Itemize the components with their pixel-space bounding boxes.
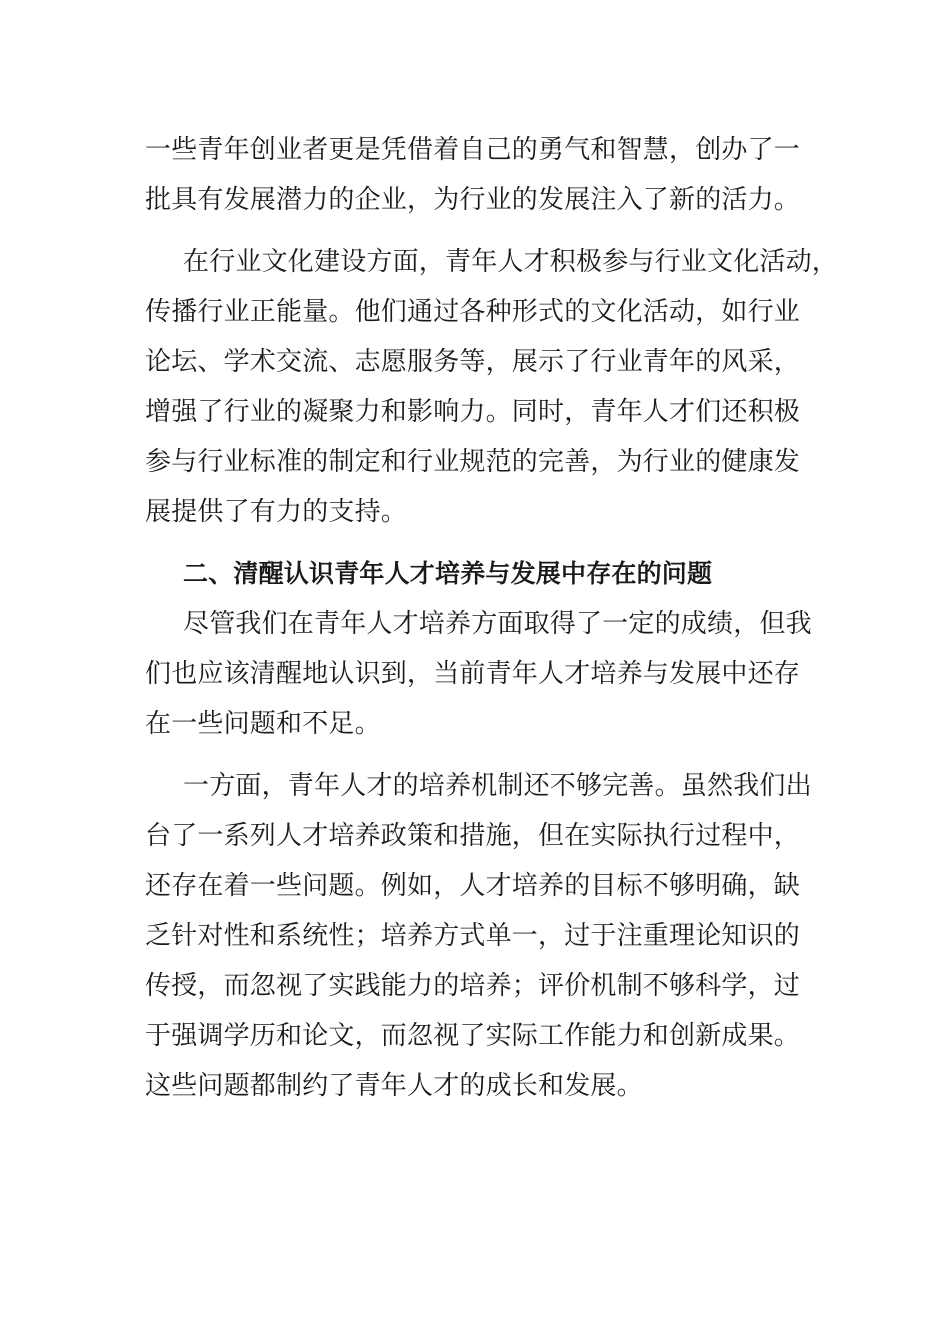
text-line: 增强了行业的凝聚力和影响力。同时，青年人才们还积极 xyxy=(145,397,801,427)
text-line: 论坛、学术交流、志愿服务等，展示了行业青年的风采， xyxy=(145,347,801,377)
paragraph-problems-intro xyxy=(145,599,810,749)
document-page xyxy=(145,125,839,1111)
text-line: 一些青年创业者更是凭借着自己的勇气和智慧，创办了一 xyxy=(145,135,801,165)
text-line: 在行业文化建设方面，青年人才积极参与行业文化活动， xyxy=(183,247,839,277)
paragraph-culture xyxy=(145,237,839,537)
text-line: 参与行业标准的制定和行业规范的完善，为行业的健康发 xyxy=(145,447,801,477)
text-line: 尽管我们在青年人才培养方面取得了一定的成绩，但我 xyxy=(183,609,812,639)
text-line: 在一些问题和不足。 xyxy=(145,709,381,739)
text-line: 们也应该清醒地认识到，当前青年人才培养与发展中还存 xyxy=(145,659,801,689)
text-line: 批具有发展潜力的企业，为行业的发展注入了新的活力。 xyxy=(145,185,801,215)
paragraph-gap xyxy=(145,225,810,237)
paragraph-training-mechanism xyxy=(145,761,810,1111)
text-line: 展提供了有力的支持。 xyxy=(145,497,408,527)
text-line: 传授，而忽视了实践能力的培养；评价机制不够科学，过 xyxy=(145,971,801,1001)
text-line: 一方面，青年人才的培养机制还不够完善。虽然我们出 xyxy=(183,771,812,801)
section-heading xyxy=(145,549,810,599)
section-heading-text: 二、清醒认识青年人才培养与发展中存在的问题 xyxy=(183,559,713,588)
paragraph-continuation xyxy=(145,125,810,225)
paragraph-gap xyxy=(145,749,810,761)
text-line: 还存在着一些问题。例如，人才培养的目标不够明确，缺 xyxy=(145,871,801,901)
text-line: 乏针对性和系统性；培养方式单一，过于注重理论知识的 xyxy=(145,921,801,951)
text-line: 于强调学历和论文，而忽视了实际工作能力和创新成果。 xyxy=(145,1021,801,1051)
paragraph-gap xyxy=(145,537,810,549)
text-line: 传播行业正能量。他们通过各种形式的文化活动，如行业 xyxy=(145,297,801,327)
text-line: 台了一系列人才培养政策和措施，但在实际执行过程中， xyxy=(145,821,801,851)
text-line: 这些问题都制约了青年人才的成长和发展。 xyxy=(145,1071,643,1101)
